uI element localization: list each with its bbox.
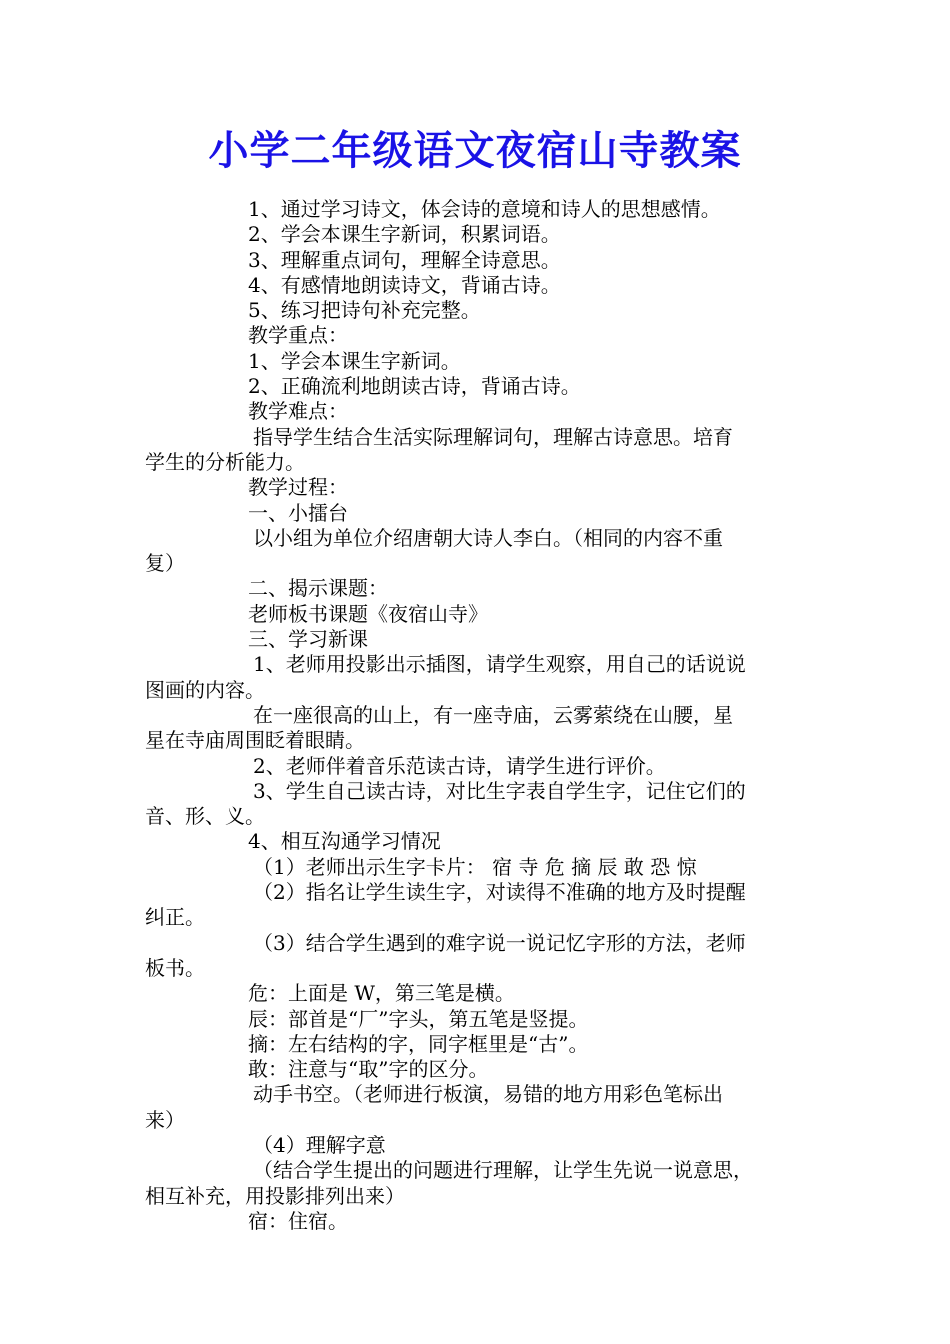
paragraph-line: 以小组为单位介绍唐朝大诗人李白。（相同的内容不重	[253, 525, 723, 550]
paragraph-line: 4、有感情地朗读诗文，背诵古诗。	[248, 272, 561, 297]
paragraph-line: 危：上面是 W，第三笔是横。	[248, 981, 515, 1006]
section-heading: 一、小擂台	[248, 500, 348, 525]
paragraph-line: 学生的分析能力。	[145, 449, 305, 474]
paragraph-line: 相互补充，用投影排列出来）	[145, 1183, 405, 1208]
section-heading: 教学过程：	[248, 475, 348, 500]
paragraph-line: 5、练习把诗句补充完整。	[248, 298, 481, 323]
paragraph-line: 2、老师伴着音乐范读古诗，请学生进行评价。	[253, 753, 666, 778]
paragraph-line: 1、老师用投影出示插图，请学生观察，用自己的话说说	[253, 652, 746, 677]
document-body	[145, 197, 810, 1234]
paragraph-line: 3、理解重点词句，理解全诗意思。	[248, 247, 561, 272]
paragraph-line: 指导学生结合生活实际理解词句，理解古诗意思。培育	[253, 424, 733, 449]
paragraph-line: 动手书空。（老师进行板演，易错的地方用彩色笔标出	[253, 1082, 723, 1107]
paragraph-line: 摘：左右结构的字，同字框里是“古”。	[248, 1031, 589, 1056]
section-heading: 教学重点：	[248, 323, 348, 348]
document-title: 小学二年级语文夜宿山寺教案	[208, 127, 742, 174]
section-heading: 三、学习新课	[248, 627, 368, 652]
paragraph-line: （3）结合学生遇到的难字说一说记忆字形的方法，老师	[253, 930, 746, 955]
paragraph-line: 星在寺庙周围眨着眼睛。	[145, 728, 365, 753]
paragraph-line: 4、相互沟通学习情况	[248, 829, 441, 854]
paragraph-line: （结合学生提出的问题进行理解，让学生先说一说意思，	[253, 1158, 753, 1183]
paragraph-line: 纠正。	[145, 905, 205, 930]
paragraph-line: 敢：注意与“取”字的区分。	[248, 1057, 489, 1082]
paragraph-line: 2、正确流利地朗读古诗，背诵古诗。	[248, 374, 581, 399]
section-heading: 教学难点：	[248, 399, 348, 424]
paragraph-line: 板书。	[145, 955, 205, 980]
paragraph-line: 2、学会本课生字新词，积累词语。	[248, 222, 561, 247]
paragraph-line: 1、学会本课生字新词。	[248, 348, 461, 373]
paragraph-line: 音、形、义。	[145, 804, 265, 829]
section-heading: 二、揭示课题：	[248, 576, 388, 601]
paragraph-line: 复）	[145, 551, 185, 576]
paragraph-line: 老师板书课题《夜宿山寺》	[248, 601, 488, 626]
paragraph-line: （2）指名让学生读生字，对读得不准确的地方及时提醒	[253, 880, 746, 905]
paragraph-line: 宿：住宿。	[248, 1208, 348, 1233]
paragraph-line: 辰：部首是“厂”字头，第五笔是竖提。	[248, 1006, 589, 1031]
paragraph-line: 在一座很高的山上，有一座寺庙，云雾萦绕在山腰，星	[253, 702, 733, 727]
paragraph-line: 3、学生自己读古诗，对比生字表自学生字，记住它们的	[253, 778, 746, 803]
paragraph-line: 1、通过学习诗文，体会诗的意境和诗人的思想感情。	[248, 197, 721, 221]
paragraph-line: （1）老师出示生字卡片： 宿 寺 危 摘 辰 敢 恐 惊	[253, 854, 697, 879]
paragraph-line: 图画的内容。	[145, 677, 265, 702]
paragraph-line: （4）理解字意	[253, 1132, 386, 1157]
paragraph-line: 来）	[145, 1107, 185, 1132]
